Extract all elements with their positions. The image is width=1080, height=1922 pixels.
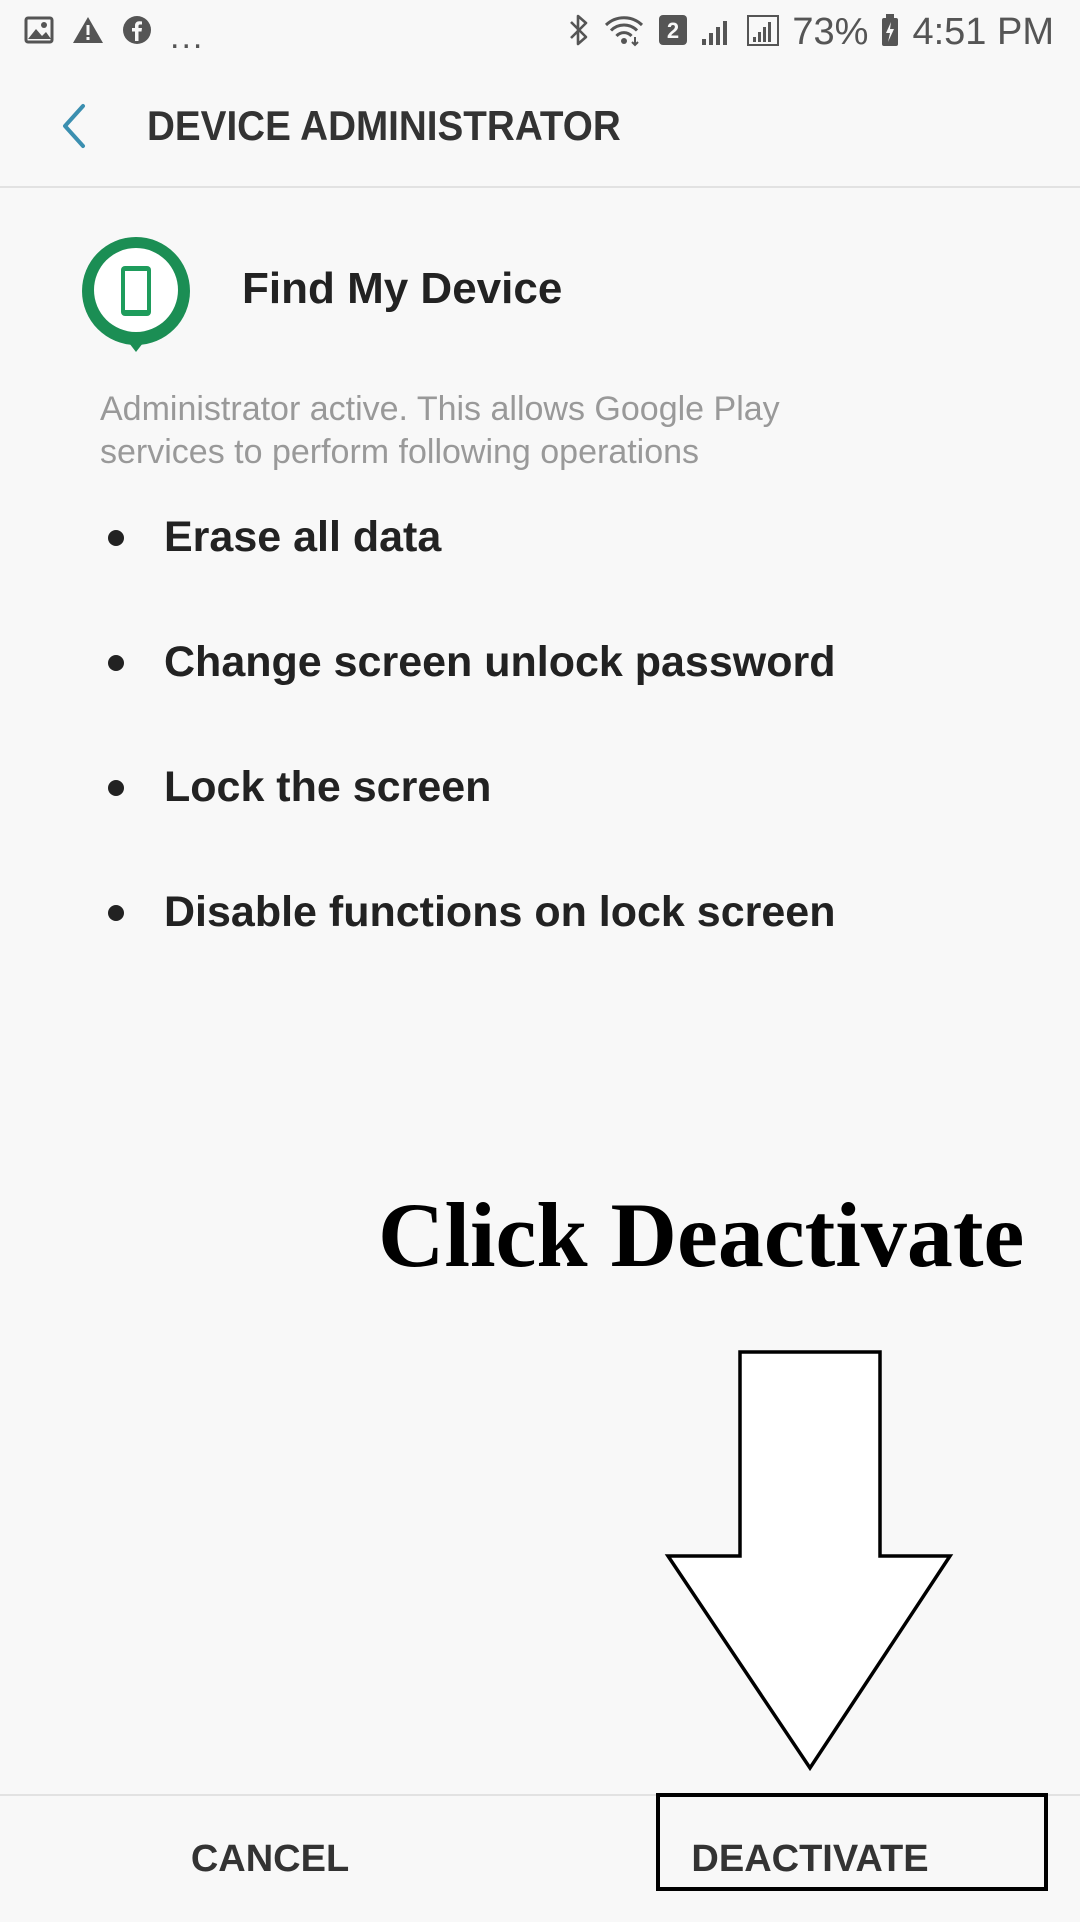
list-item — [0, 755, 1080, 880]
battery-icon — [880, 13, 900, 52]
admin-description: Administrator active. This allows Google Play services to perform following operations — [100, 390, 780, 471]
deactivate-button[interactable]: DEACTIVATE — [540, 1796, 1080, 1922]
bullet-icon — [108, 905, 124, 921]
notification-icons — [24, 10, 204, 54]
list-item — [0, 880, 1080, 1005]
clock: 4:51 PM — [912, 10, 1054, 53]
sim-2-badge — [658, 14, 688, 51]
more-notifications-indicator: ... — [170, 17, 205, 56]
app-name: Find My Device — [242, 264, 563, 313]
bullet-icon — [108, 655, 124, 671]
bullet-icon — [108, 530, 124, 546]
find-my-device-icon — [78, 234, 198, 354]
permission-label: Lock the screen — [164, 763, 492, 811]
permission-label: Disable functions on lock screen — [164, 888, 836, 936]
bluetooth-icon — [568, 13, 590, 52]
warning-icon — [72, 15, 104, 50]
chevron-left-icon — [57, 103, 91, 149]
permission-label: Erase all data — [164, 513, 442, 561]
signal-icon — [700, 13, 734, 52]
wifi-icon — [602, 13, 646, 52]
facebook-icon — [122, 15, 152, 50]
cancel-button[interactable]: CANCEL — [0, 1796, 540, 1922]
highlight-box — [656, 1793, 1048, 1891]
permission-list — [0, 505, 1080, 1005]
list-item — [0, 630, 1080, 755]
back-button[interactable] — [44, 96, 104, 156]
battery-percent: 73% — [792, 10, 869, 53]
system-icons — [568, 10, 1054, 54]
bullet-icon — [108, 780, 124, 796]
annotation-text: Click Deactivate — [378, 1184, 1025, 1286]
app-bar — [0, 66, 1080, 188]
down-arrow-icon — [664, 1348, 954, 1774]
gallery-icon — [24, 15, 54, 50]
svg-text:2: 2 — [667, 17, 680, 43]
list-item — [0, 505, 1080, 630]
status-bar — [0, 0, 1080, 66]
signal-icon-2 — [746, 13, 780, 52]
permission-label: Change screen unlock password — [164, 638, 836, 686]
page-title: DEVICE ADMINISTRATOR — [147, 102, 621, 149]
